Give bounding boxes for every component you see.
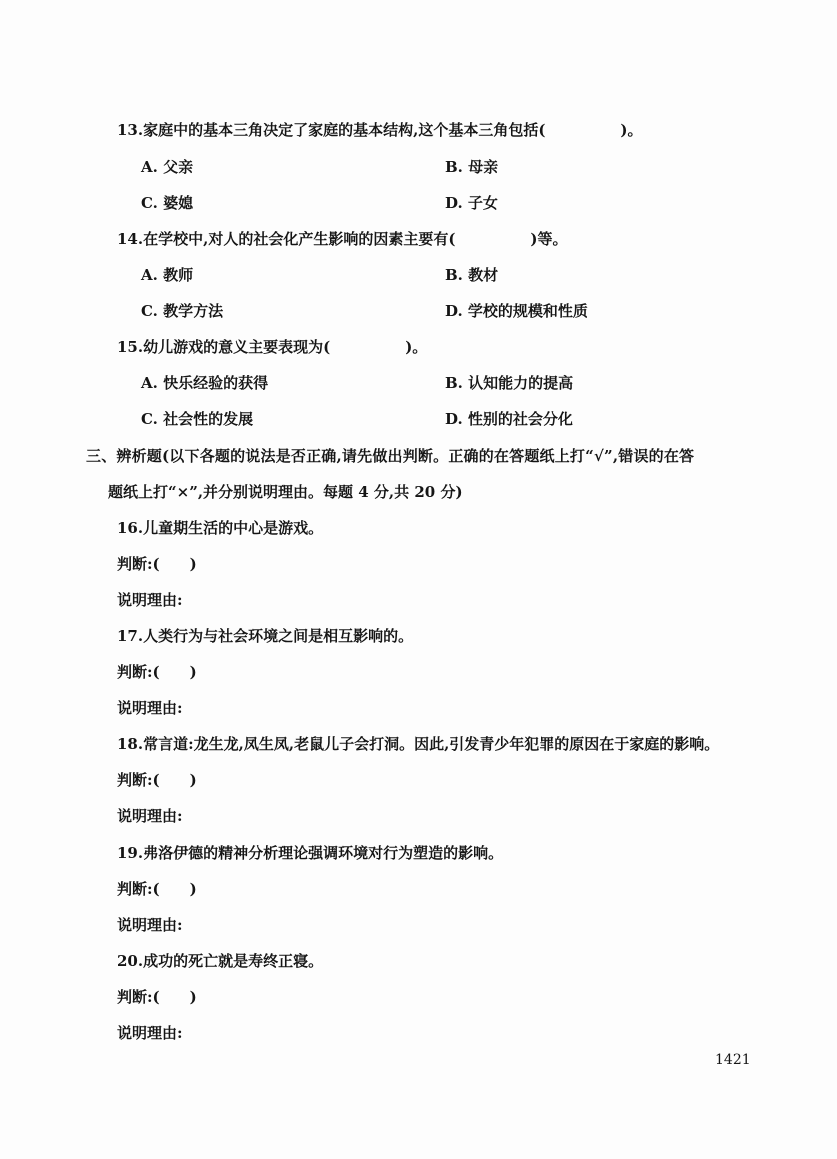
question-20-judge-label: 判断:( ) xyxy=(117,988,197,1006)
question-13-option-c: C. 婆媳 xyxy=(141,194,194,212)
question-17-reason-label: 说明理由: xyxy=(117,699,183,717)
question-13-stem: 13.家庭中的基本三角决定了家庭的基本结构,这个基本三角包括( )。 xyxy=(117,121,643,139)
question-17-statement: 17.人类行为与社会环境之间是相互影响的。 xyxy=(117,627,414,645)
question-13-option-b: B. 母亲 xyxy=(445,158,499,176)
question-16-statement: 16.儿童期生活的中心是游戏。 xyxy=(117,519,324,537)
question-16-reason-label: 说明理由: xyxy=(117,591,183,609)
question-15-stem: 15.幼儿游戏的意义主要表现为( )。 xyxy=(117,338,428,356)
question-20-statement: 20.成功的死亡就是寿终正寝。 xyxy=(117,952,324,970)
question-15-option-b: B. 认知能力的提高 xyxy=(445,374,574,392)
section-3-heading-continued: 题纸上打“×”,并分别说明理由。每题 4 分,共 20 分) xyxy=(108,483,463,501)
question-14-stem: 14.在学校中,对人的社会化产生影响的因素主要有( )等。 xyxy=(117,230,568,248)
question-14-option-d: D. 学校的规模和性质 xyxy=(445,302,588,320)
question-18-judge-label: 判断:( ) xyxy=(117,771,197,789)
page-number: 1421 xyxy=(715,1052,751,1068)
question-15-option-a: A. 快乐经验的获得 xyxy=(141,374,269,392)
section-3-heading: 三、辨析题(以下各题的说法是否正确,请先做出判断。正确的在答题纸上打“√”,错误的在答 xyxy=(86,447,695,465)
question-19-reason-label: 说明理由: xyxy=(117,916,183,934)
question-15-option-c: C. 社会性的发展 xyxy=(141,410,254,428)
question-17-judge-label: 判断:( ) xyxy=(117,663,197,681)
question-16-judge-label: 判断:( ) xyxy=(117,555,197,573)
question-13-option-a: A. 父亲 xyxy=(141,158,194,176)
question-18-statement: 18.常言道:龙生龙,凤生凤,老鼠儿子会打洞。因此,引发青少年犯罪的原因在于家庭的影响。 xyxy=(117,735,720,753)
question-14-option-c: C. 教学方法 xyxy=(141,302,224,320)
question-20-reason-label: 说明理由: xyxy=(117,1024,183,1042)
question-14-option-b: B. 教材 xyxy=(445,266,499,284)
question-13-option-d: D. 子女 xyxy=(445,194,498,212)
question-19-judge-label: 判断:( ) xyxy=(117,880,197,898)
question-14-option-a: A. 教师 xyxy=(141,266,194,284)
question-15-option-d: D. 性别的社会分化 xyxy=(445,410,573,428)
question-18-reason-label: 说明理由: xyxy=(117,807,183,825)
question-19-statement: 19.弗洛伊德的精神分析理论强调环境对行为塑造的影响。 xyxy=(117,844,504,862)
